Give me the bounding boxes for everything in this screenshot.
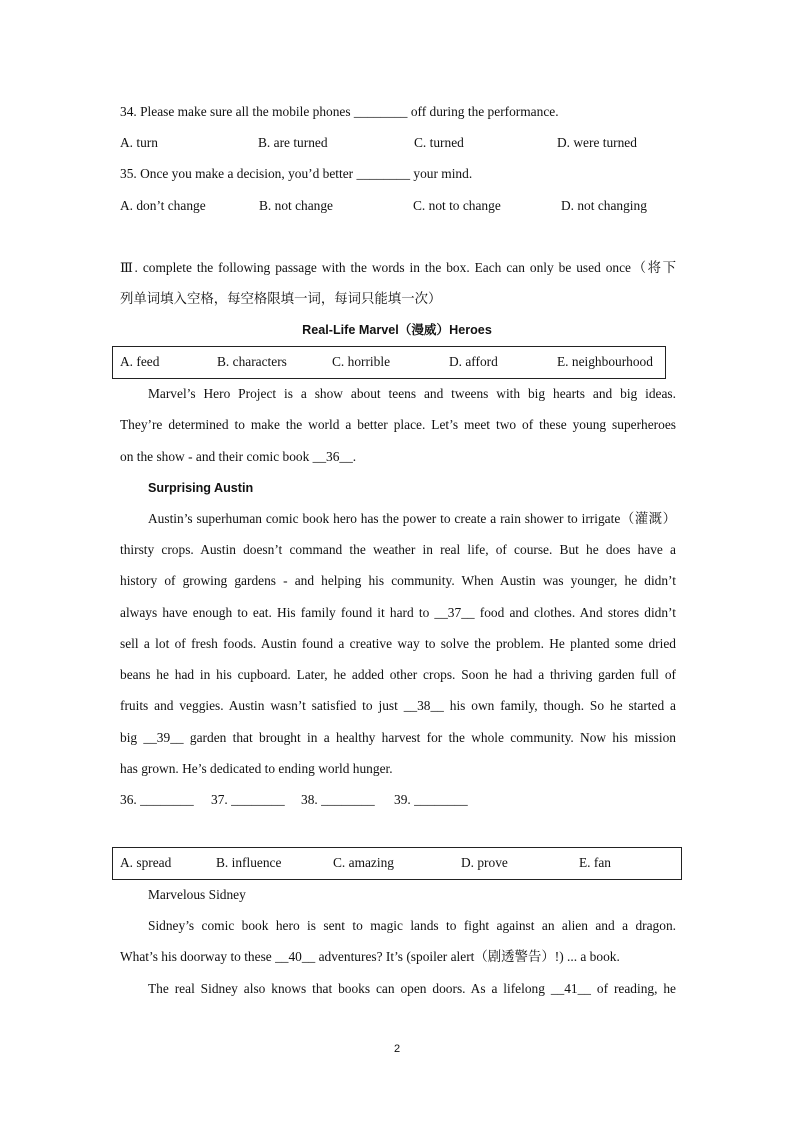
word-box-1-item: D. afford: [449, 354, 498, 369]
word-box-2-item: C. amazing: [333, 855, 394, 870]
sidney-line: What’s his doorway to these __40__ adventures? It’s (spoiler alert（剧透警告）!) ... a book.: [120, 949, 620, 964]
answer-blank-38[interactable]: 38. ________: [301, 792, 375, 807]
question-34-stem: 34. Please make sure all the mobile phones ________ off during the performance.: [120, 104, 559, 119]
q35-option-d: D. not changing: [561, 198, 647, 213]
sidney-line: The real Sidney also knows that books can open doors. As a lifelong __41__ of reading, he: [148, 981, 676, 996]
austin-line: Austin’s superhuman comic book hero has the power to create a rain shower to irrigate（灌溉）: [148, 511, 676, 526]
austin-line: fruits and veggies. Austin wasn’t satisfied to just __38__ his own family, though. So he started a: [120, 698, 676, 713]
word-box-2-item: D. prove: [461, 855, 508, 870]
q34-option-a: A. turn: [120, 135, 158, 150]
intro-line-1: Marvel’s Hero Project is a show about teens and tweens with big hearts and big ideas.: [148, 386, 676, 401]
word-box-2-item: B. influence: [216, 855, 282, 870]
q35-option-c: C. not to change: [413, 198, 501, 213]
q35-option-b: B. not change: [259, 198, 334, 213]
word-box-1-item: E. neighbourhood: [557, 354, 653, 369]
word-box-1-item: B. characters: [217, 354, 287, 369]
question-35-stem: 35. Once you make a decision, you’d better ________ your mind.: [120, 166, 473, 181]
austin-line: history of growing gardens - and helping his community. When Austin was younger, he didn’t: [120, 573, 676, 588]
answer-blank-36[interactable]: 36. ________: [120, 792, 194, 807]
word-box-1-item: C. horrible: [332, 354, 391, 369]
word-box-2-item: E. fan: [579, 855, 611, 870]
austin-line: has grown. He’s dedicated to ending world hunger.: [120, 761, 393, 776]
q35-option-a: A. don’t change: [120, 198, 206, 213]
q34-option-b: B. are turned: [258, 135, 328, 150]
austin-line: big __39__ garden that brought in a healthy harvest for the whole community. Now his mission: [120, 730, 676, 745]
q34-option-d: D. were turned: [557, 135, 637, 150]
answer-blank-37[interactable]: 37. ________: [211, 792, 285, 807]
sidney-line: Sidney’s comic book hero is sent to magic lands to fight against an alien and a dragon.: [148, 918, 676, 933]
answer-blank-39[interactable]: 39. ________: [394, 792, 468, 807]
intro-line-2: They’re determined to make the world a better place. Let’s meet two of these young superheroes: [120, 417, 676, 432]
section-3-instruction-line-2: 列单词填入空格，每空格限填一词，每词只能填一次）: [120, 291, 442, 306]
intro-line-3: on the show - and their comic book __36__.: [120, 449, 357, 464]
austin-heading: Surprising Austin: [148, 481, 254, 495]
austin-line: always have enough to eat. His family found it hard to __37__ food and clothes. And stores didn’t: [120, 605, 676, 620]
q34-option-c: C. turned: [414, 135, 464, 150]
word-box-1-item: A. feed: [120, 354, 160, 369]
passage-title: Real-Life Marvel（漫威）Heroes: [302, 323, 492, 337]
page-number: 2: [393, 1043, 401, 1055]
austin-line: beans he had in his cupboard. Later, he added other crops. Soon he had a thriving garden full of: [120, 667, 676, 682]
section-3-instruction-line-1: Ⅲ. complete the following passage with the words in the box. Each can only be used once（将下: [120, 260, 676, 275]
word-box-2-item: A. spread: [120, 855, 172, 870]
austin-line: thirsty crops. Austin doesn’t command the weather in real life, of course. But he does have a: [120, 542, 676, 557]
austin-line: sell a lot of fresh foods. Austin found a creative way to solve the problem. He planted some dried: [120, 636, 676, 651]
sidney-heading: Marvelous Sidney: [148, 887, 246, 902]
